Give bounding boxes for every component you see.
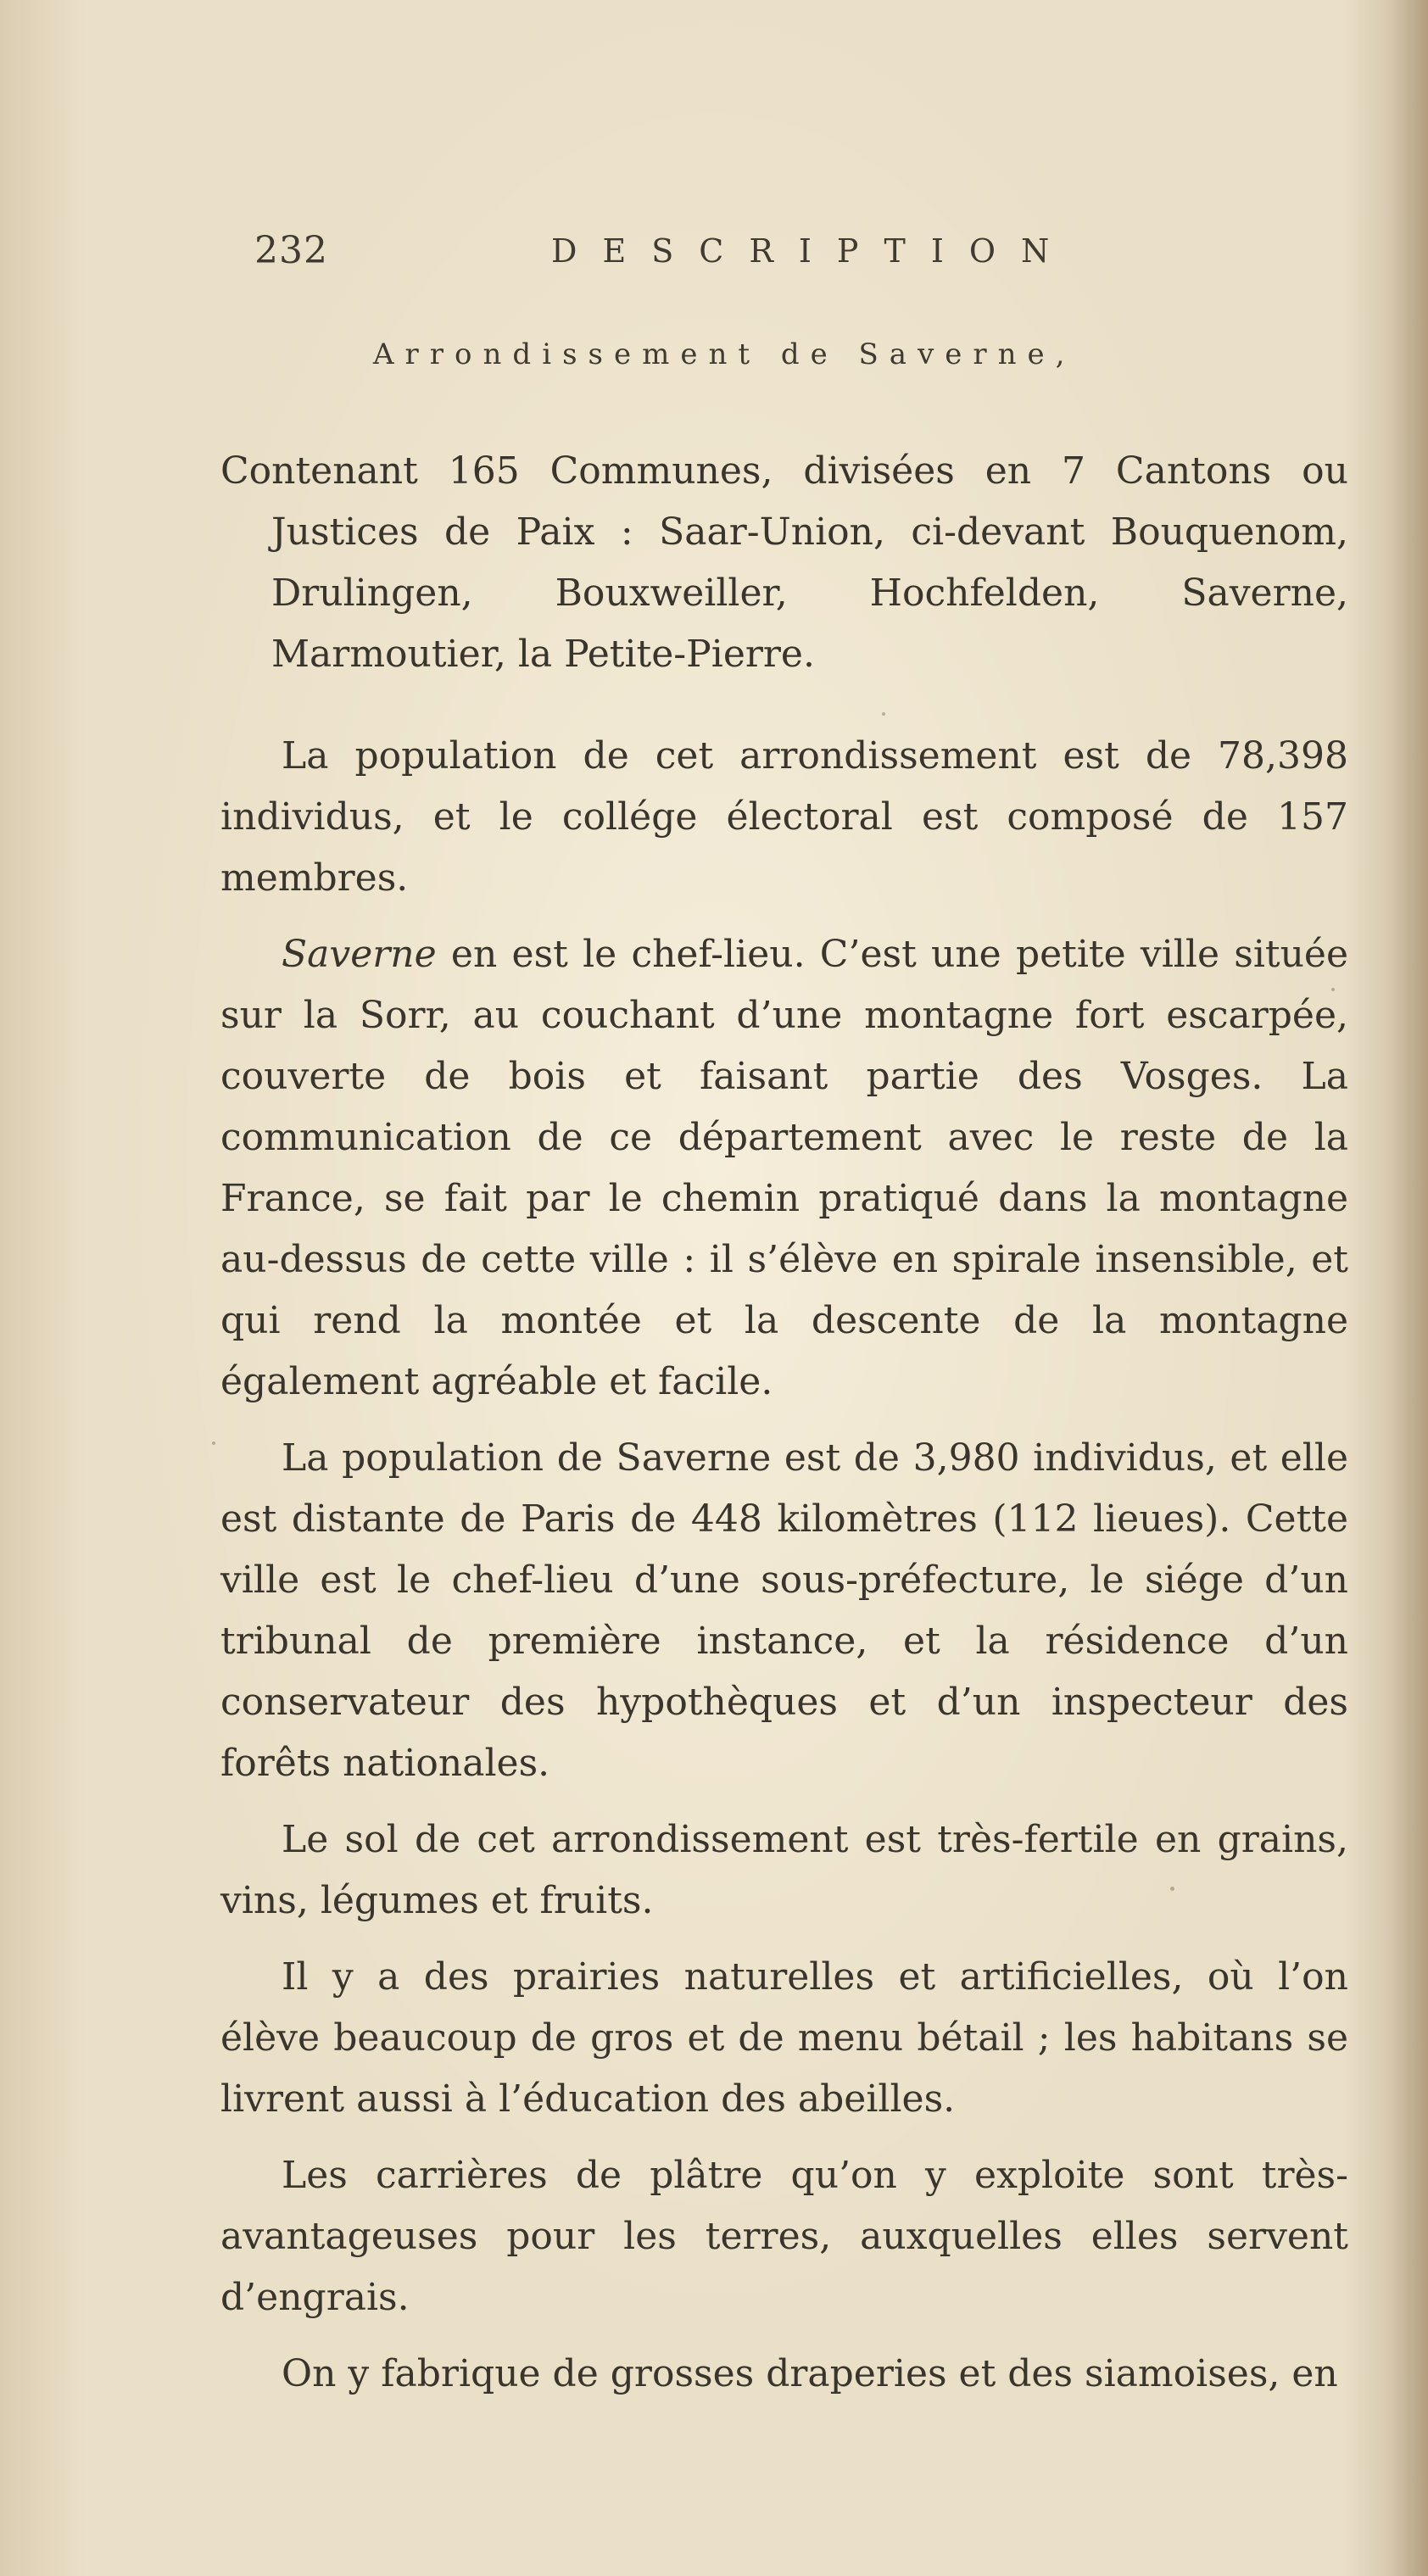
paragraph-manufacture: On y fabrique de grosses draperies et des siamoises, en xyxy=(282,2352,1338,2395)
paragraph-population: La population de cet arrondissement est de 78,398 individus, et le collége électoral est composé de 157 membres. xyxy=(220,734,1348,900)
paper-speck xyxy=(1170,1887,1174,1891)
paragraph-prairies: Il y a des prairies naturelles et artificielles, où l’on élève beaucoup de gros et de menu bétail ; les habitans se livrent aussi à l’éducation des abeilles. xyxy=(220,1955,1348,2121)
paragraph-cantons: Contenant 165 Communes, divisées en 7 Cantons ou Justices de Paix : Saar-Union, ci-devant Bouquenom, Drulingen, Bouxweiller, Hochfelden, Saverne, Marmoutier, la Petite-Pierre. xyxy=(220,449,1348,676)
paragraph-saverne-population: La population de Saverne est de 3,980 individus, et elle est distante de Paris de 448 kilomètres (112 lieues). Cette ville est le chef-lieu d’une sous-préfecture, le siége d’un tribunal de première instance, et la résidence d’un conservateur des hypothèques et d’un inspecteur des forêts nationales. xyxy=(220,1436,1348,1785)
paper-speck xyxy=(882,712,885,716)
paragraph-soil: Le sol de cet arrondissement est très-fertile en grains, vins, légumes et fruits. xyxy=(220,1818,1348,1922)
page-number: 232 xyxy=(254,229,328,272)
paper-speck xyxy=(212,1441,215,1445)
paragraph-quarries: Les carrières de plâtre qu’on y exploite sont très-avantageuses pour les terres, auxquelles elles servent d’engrais. xyxy=(220,2154,1348,2319)
body-text xyxy=(220,441,1348,2420)
page-fold-shadow xyxy=(1389,0,1428,2576)
page-header xyxy=(254,229,1255,297)
paragraph-chef-lieu xyxy=(220,924,1348,1413)
section-title: Arrondissement de Saverne, xyxy=(373,337,1076,371)
paper-speck xyxy=(1331,988,1335,991)
paragraph-chef-lieu-text: en est le chef-lieu. C’est une petite ville située sur la Sorr, au couchant d’une montagne fort escarpée, couverte de bois et faisant partie des Vosges. La communication de ce département avec le reste de la France, se fait par le chemin pratiqué dans la montagne au-dessus de cette ville : il s’élève en spirale insensible, et qui rend la montée et la descente de la montagne également agréable et facile. xyxy=(220,933,1348,1403)
running-title: DESCRIPTION xyxy=(551,232,1075,270)
emphasis-saverne: Saverne xyxy=(282,933,437,976)
